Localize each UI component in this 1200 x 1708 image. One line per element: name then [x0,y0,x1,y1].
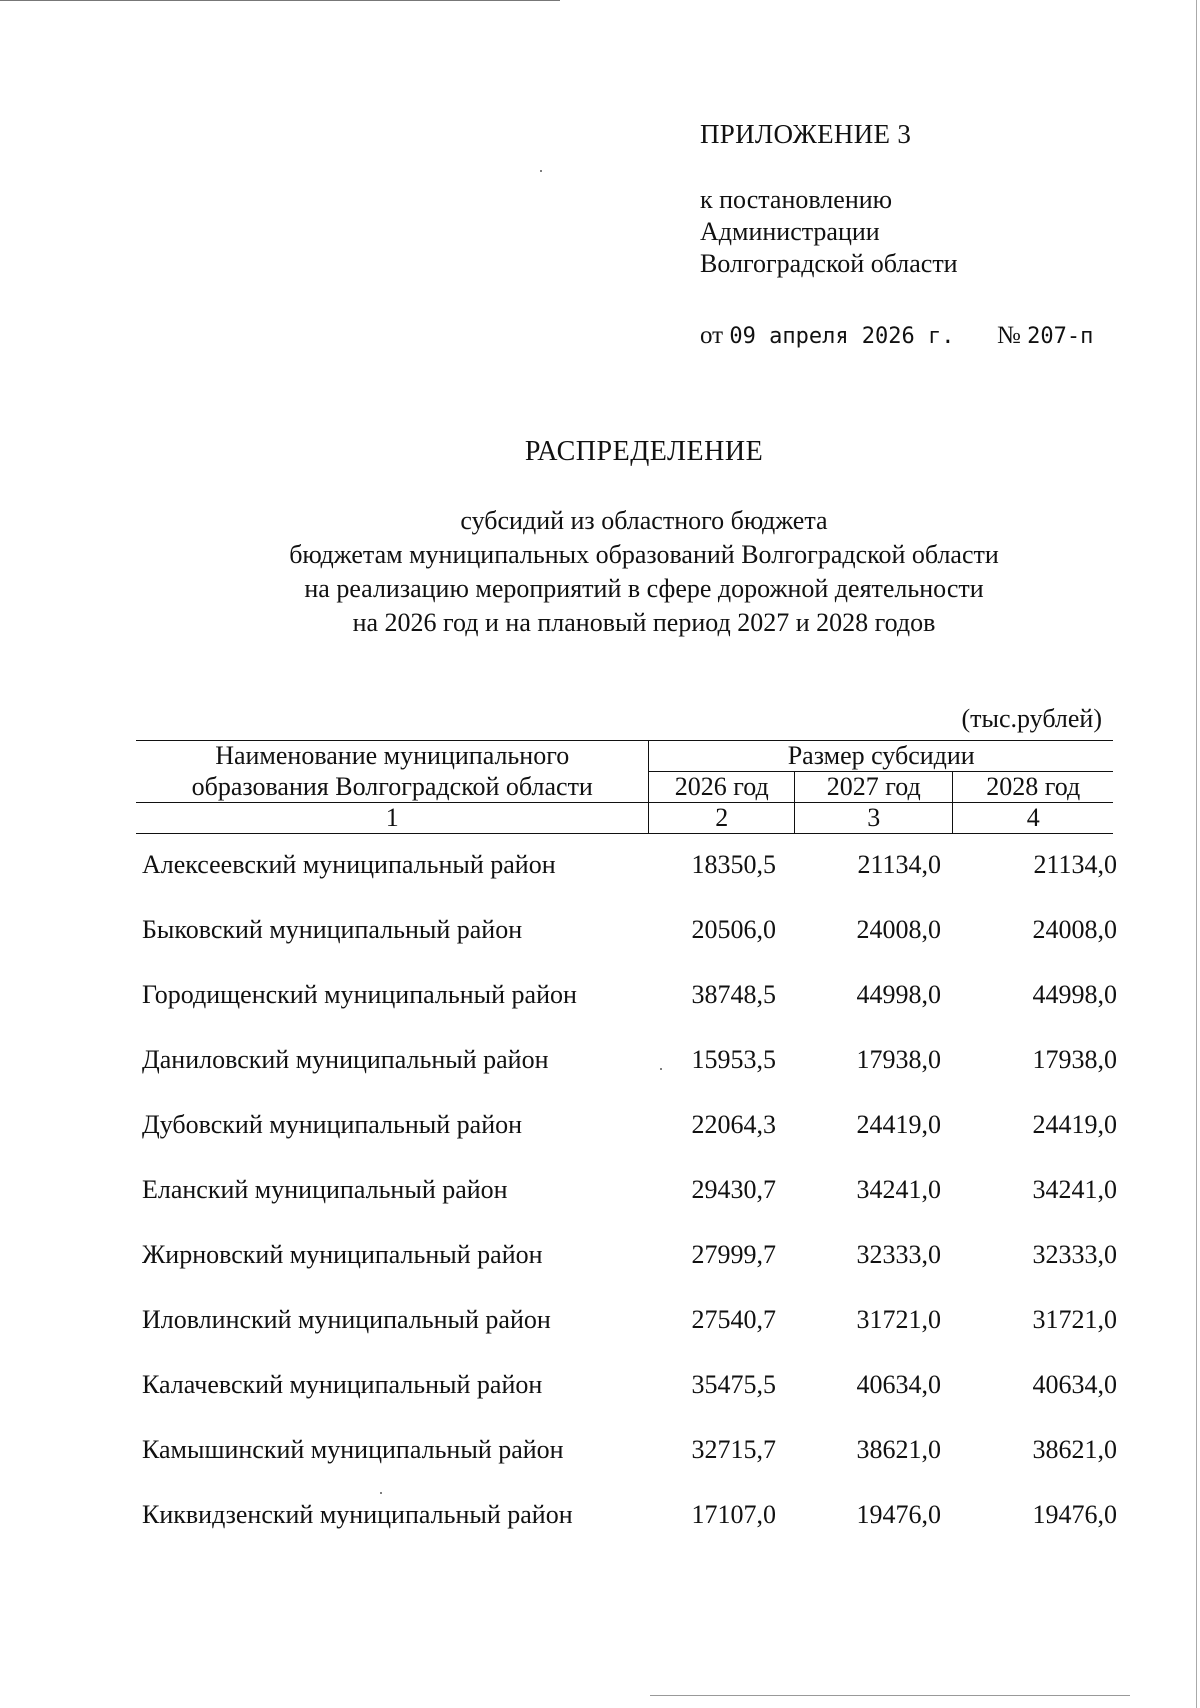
value-2027: 17938,0 [856,1045,941,1074]
value-2026: 22064,3 [691,1110,776,1139]
district-name: Киквидзенский муниципальный район [142,1500,573,1529]
value-2026: 15953,5 [691,1045,776,1074]
value-2028: 21134,0 [1033,850,1117,879]
district-name: Камышинский муниципальный район [142,1435,564,1464]
table-row [136,915,1117,980]
table-row [136,1370,1117,1435]
scan-edge-right [1196,0,1197,1708]
appendix-label: ПРИЛОЖЕНИЕ 3 [700,119,912,149]
table-row [136,980,1117,1045]
column-number-2: 2 [649,803,795,834]
resolution-date-number [700,320,1093,353]
value-2027: 24419,0 [856,1110,941,1139]
value-2027: 40634,0 [856,1370,941,1399]
year-header-2026: 2026 год [649,772,795,803]
document-title: РАСПРЕДЕЛЕНИЕ [524,436,764,467]
value-2027: 32333,0 [856,1240,941,1269]
value-2028: 17938,0 [1032,1045,1117,1074]
value-2026: 27999,7 [691,1240,776,1269]
value-2026: 32715,7 [691,1435,776,1464]
value-2028: 24419,0 [1032,1110,1117,1139]
value-2026: 17107,0 [691,1500,776,1529]
subtitle-line: на 2026 год и на плановый период 2027 и 2028 годов [352,608,936,637]
value-2026: 27540,7 [691,1305,776,1334]
subtitle-line: на реализацию мероприятий в сфере дорожной деятельности [304,574,984,603]
resolution-number: 207-п [1027,324,1094,349]
subtitle-line: бюджетам муниципальных образований Волгоградской области [289,540,999,569]
table-row [136,1435,1117,1500]
units-label: (тыс.рублей) [961,704,1102,733]
value-2026: 38748,5 [691,980,776,1009]
scan-edge-bottom [650,1695,1130,1696]
value-2028: 40634,0 [1032,1370,1117,1399]
table-row [136,1110,1117,1175]
value-2026: 29430,7 [691,1175,776,1204]
table-row [136,1175,1117,1240]
table-body [136,850,1117,1565]
scan-edge-top [0,0,560,1]
column-number-1: 1 [136,803,649,834]
value-2027: 19476,0 [856,1500,941,1529]
value-2026: 18350,5 [691,850,776,879]
table-row [136,1500,1117,1565]
value-2027: 44998,0 [856,980,941,1009]
resolution-date: 09 апреля 2026 г. [729,324,955,349]
value-2027: 24008,0 [856,915,941,944]
name-header-line1: Наименование муниципального [136,741,649,772]
scan-speck [540,170,542,172]
table-header [136,740,1113,834]
value-2028: 31721,0 [1032,1305,1117,1334]
value-2028: 32333,0 [1032,1240,1117,1269]
district-name: Иловлинский муниципальный район [142,1305,551,1334]
district-name: Жирновский муниципальный район [142,1240,543,1269]
district-name: Дубовский муниципальный район [142,1110,523,1139]
resolution-reference [700,184,958,280]
table-row [136,1305,1117,1370]
year-header-2028: 2028 год [953,772,1113,803]
value-2028: 24008,0 [1032,915,1117,944]
table-row [136,1045,1117,1110]
table-row [136,850,1117,915]
value-2027: 38621,0 [856,1435,941,1464]
column-number-4: 4 [953,803,1113,834]
subtitle-line: субсидий из областного бюджета [460,506,828,535]
resolution-line: к постановлению [700,185,893,214]
district-name: Калачевский муниципальный район [142,1370,543,1399]
value-2028: 34241,0 [1032,1175,1117,1204]
value-2027: 34241,0 [856,1175,941,1204]
value-2026: 20506,0 [691,915,776,944]
district-name: Еланский муниципальный район [142,1175,508,1204]
value-2028: 19476,0 [1032,1500,1117,1529]
year-header-2027: 2027 год [794,772,952,803]
value-2027: 31721,0 [856,1305,941,1334]
table-row [136,1240,1117,1305]
district-name: Даниловский муниципальный район [142,1045,549,1074]
district-name: Городищенский муниципальный район [142,980,577,1009]
value-2028: 38621,0 [1032,1435,1117,1464]
value-2027: 21134,0 [857,850,941,879]
subsidy-header: Размер субсидии [649,741,1113,772]
resolution-line: Волгоградской области [700,249,958,278]
resolution-line: Администрации [700,217,880,246]
value-2028: 44998,0 [1032,980,1117,1009]
name-header-line2: образования Волгоградской области [136,772,649,803]
value-2026: 35475,5 [691,1370,776,1399]
district-name: Быковский муниципальный район [142,915,523,944]
column-number-3: 3 [794,803,952,834]
date-prefix: от [700,322,724,349]
document-subtitle [0,504,1200,640]
number-prefix: № [997,322,1021,349]
district-name: Алексеевский муниципальный район [142,850,556,879]
